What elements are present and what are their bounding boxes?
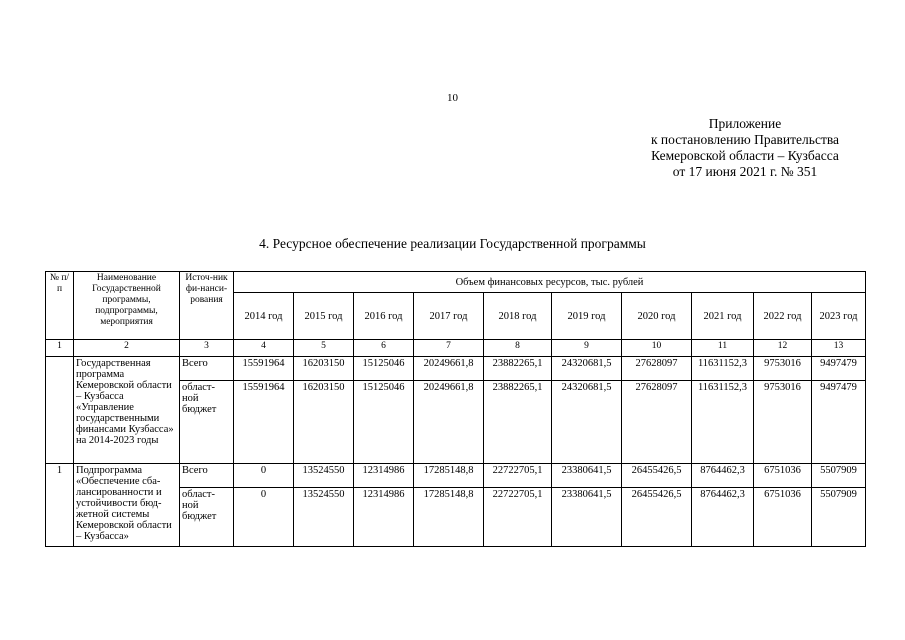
row-source: Всего	[180, 357, 234, 381]
row-num	[46, 357, 74, 464]
value-cell: 22722705,1	[484, 488, 552, 547]
value-cell: 6751036	[754, 488, 812, 547]
row-num: 1	[46, 464, 74, 547]
value-cell: 15125046	[354, 381, 414, 464]
value-cell: 8764462,3	[692, 464, 754, 488]
value-cell: 0	[234, 464, 294, 488]
year-2022: 2022 год	[754, 293, 812, 340]
column-index: 7	[414, 340, 484, 357]
header-row	[46, 272, 866, 293]
value-cell: 17285148,8	[414, 464, 484, 488]
column-index: 4	[234, 340, 294, 357]
column-index: 12	[754, 340, 812, 357]
value-cell: 16203150	[294, 381, 354, 464]
column-index: 3	[180, 340, 234, 357]
value-cell: 20249661,8	[414, 381, 484, 464]
column-index: 8	[484, 340, 552, 357]
year-2019: 2019 год	[552, 293, 622, 340]
value-cell: 17285148,8	[414, 488, 484, 547]
value-cell: 20249661,8	[414, 357, 484, 381]
column-index: 9	[552, 340, 622, 357]
row-name: Государственная программа Кемеровской области – Кузбасса «Управление государственными финансами Кузбасса» на 2014-2023 годы	[74, 357, 180, 464]
value-cell: 26455426,5	[622, 488, 692, 547]
page-number: 10	[447, 92, 458, 104]
row-source: Всего	[180, 464, 234, 488]
value-cell: 13524550	[294, 488, 354, 547]
value-cell: 15591964	[234, 357, 294, 381]
column-index: 13	[812, 340, 866, 357]
column-index: 11	[692, 340, 754, 357]
value-cell: 23380641,5	[552, 488, 622, 547]
value-cell: 24320681,5	[552, 381, 622, 464]
year-2020: 2020 год	[622, 293, 692, 340]
value-cell: 12314986	[354, 488, 414, 547]
row-source: област-ной бюджет	[180, 381, 234, 464]
column-index: 5	[294, 340, 354, 357]
column-index-row	[46, 340, 866, 357]
header-num: № п/п	[46, 272, 74, 340]
year-2016: 2016 год	[354, 293, 414, 340]
value-cell: 23882265,1	[484, 381, 552, 464]
value-cell: 23882265,1	[484, 357, 552, 381]
document-title: 4. Ресурсное обеспечение реализации Государственной программы	[259, 236, 646, 251]
value-cell: 9753016	[754, 381, 812, 464]
value-cell: 23380641,5	[552, 464, 622, 488]
value-cell: 11631152,3	[692, 381, 754, 464]
year-2018: 2018 год	[484, 293, 552, 340]
header-source: Источ-ник фи-нанси-рования	[180, 272, 234, 340]
value-cell: 15125046	[354, 357, 414, 381]
column-index: 2	[74, 340, 180, 357]
appendix-line-1: Приложение	[708, 116, 782, 131]
resource-table	[45, 271, 866, 547]
row-source: област-ной бюджет	[180, 488, 234, 547]
value-cell: 27628097	[622, 357, 692, 381]
value-cell: 0	[234, 488, 294, 547]
appendix-line-2: к постановлению Правительства	[650, 132, 840, 147]
year-2014: 2014 год	[234, 293, 294, 340]
value-cell: 6751036	[754, 464, 812, 488]
value-cell: 22722705,1	[484, 464, 552, 488]
column-index: 6	[354, 340, 414, 357]
value-cell: 24320681,5	[552, 357, 622, 381]
value-cell: 8764462,3	[692, 488, 754, 547]
row-name: Подпрограмма «Обеспечение сба-лансированности и устойчивости бюд-жетной системы Кемеровской области – Кузбасса»	[74, 464, 180, 547]
value-cell: 13524550	[294, 464, 354, 488]
appendix-line-4: от 17 июня 2021 г. № 351	[672, 164, 818, 179]
value-cell: 11631152,3	[692, 357, 754, 381]
value-cell: 9497479	[812, 357, 866, 381]
value-cell: 26455426,5	[622, 464, 692, 488]
value-cell: 9497479	[812, 381, 866, 464]
year-2015: 2015 год	[294, 293, 354, 340]
value-cell: 5507909	[812, 488, 866, 547]
table-row	[46, 357, 866, 381]
value-cell: 9753016	[754, 357, 812, 381]
value-cell: 15591964	[234, 381, 294, 464]
table-row	[46, 464, 866, 488]
value-cell: 16203150	[294, 357, 354, 381]
value-cell: 5507909	[812, 464, 866, 488]
header-name: Наименование Государственной программы, подпрограммы, мероприятия	[74, 272, 180, 340]
year-2021: 2021 год	[692, 293, 754, 340]
value-cell: 27628097	[622, 381, 692, 464]
column-index: 1	[46, 340, 74, 357]
year-2017: 2017 год	[414, 293, 484, 340]
header-volume: Объем финансовых ресурсов, тыс. рублей	[234, 272, 866, 293]
year-2023: 2023 год	[812, 293, 866, 340]
appendix-line-3: Кемеровской области – Кузбасса	[651, 148, 839, 163]
value-cell: 12314986	[354, 464, 414, 488]
appendix-block	[600, 116, 890, 180]
column-index: 10	[622, 340, 692, 357]
